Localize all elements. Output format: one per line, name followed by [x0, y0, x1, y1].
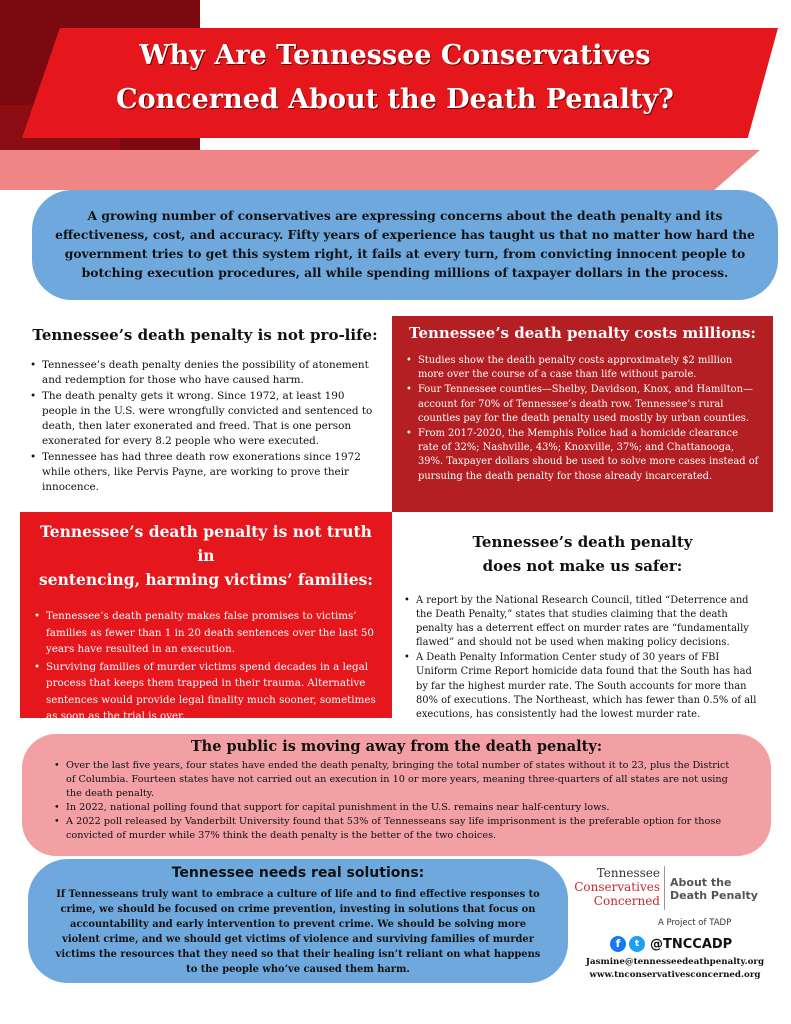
public-heading: The public is moving away from the death penalty:: [190, 738, 603, 755]
organization-logo-block: [570, 866, 780, 986]
logo-tagline-line-1: About the: [670, 876, 732, 889]
social-links: [610, 936, 732, 952]
safer-list: [402, 594, 763, 722]
truth-heading-line-1: Tennessee’s death penalty is not truth in: [40, 522, 372, 565]
truth-heading-line-2: sentencing, harming victims’ families:: [38, 570, 374, 589]
truth-list: [32, 608, 380, 725]
list-item: • Studies show the death penalty costs approximately $2 million more over the course of a case than life without parole.: [404, 354, 761, 382]
logo-wordmark: [570, 866, 660, 908]
public-section: [22, 734, 771, 856]
solutions-section: [28, 859, 568, 983]
logo-line-1: Tennessee: [596, 866, 660, 880]
header-pink-band: [0, 150, 760, 190]
list-item: • Tennessee has had three death row exonerations since 1972 while others, like Pervis Payne, are working to prove their innocence.: [28, 450, 382, 495]
list-item: • From 2017-2020, the Memphis Police had a homicide clearance rate of 32%; Nashville, 43%; Knoxville, 37%; and Chattanooga, 39%. Taxpayer dollars shoud be used to solve more cases instead of pursuing the death penalty for those already incarcerated.: [404, 427, 761, 484]
logo-line-3: Concerned: [593, 894, 660, 908]
solutions-heading: Tennessee needs real solutions:: [171, 865, 425, 881]
costs-section: [392, 316, 773, 512]
costs-list: [404, 354, 761, 484]
pro-life-list: [28, 358, 382, 495]
public-list: [52, 759, 741, 843]
list-item: • Four Tennessee counties—Shelby, Davidson, Knox, and Hamilton—account for 70% of Tennessee’s death row. Tennessee’s rural counties pay for the death penalty used mostly by urban counties.: [404, 383, 761, 426]
pro-life-section: [20, 316, 390, 506]
list-item: • In 2022, national polling found that support for capital punishment in the U.S. remains near half-century lows.: [52, 801, 741, 815]
safer-heading-line-1: Tennessee’s death penalty: [472, 533, 693, 551]
logo-line-2: Conservatives: [574, 880, 660, 894]
list-item: • Tennessee’s death penalty denies the possibility of atonement and redemption for those who have caused harm.: [28, 358, 382, 388]
safer-heading-line-2: does not make us safer:: [482, 557, 683, 575]
list-item: • Tennessee’s death penalty makes false promises to victims’ families as fewer than 1 in 20 death sentences over the last 50 years have resulted in an execution.: [32, 608, 380, 658]
facebook-icon[interactable]: f: [610, 936, 626, 952]
page-title: [60, 34, 730, 122]
truth-section: [20, 512, 392, 722]
title-line-1: Why Are Tennessee Conservatives: [139, 40, 651, 71]
list-item: • Surviving families of murder victims spend decades in a legal process that keeps them trapped in their trauma. Alternative sentences would provide legal finality much sooner, sometimes as soon as the trial is over.: [32, 659, 380, 725]
website-link[interactable]: www.tnconservativesconcerned.org: [589, 970, 761, 980]
intro-panel: [32, 190, 778, 300]
twitter-icon[interactable]: t: [629, 936, 645, 952]
list-item: • The death penalty gets it wrong. Since 1972, at least 190 people in the U.S. were wrongfully convicted and sentenced to death, then later exonerated and freed. That is one person exonerated for every 8.2 people who were executed.: [28, 389, 382, 449]
list-item: • Over the last five years, four states have ended the death penalty, bringing the total number of states without it to 23, plus the District of Columbia. Fourteen states have not carried out an execution in 10 or more years, meaning three-quarters of all states are not using the death penalty.: [52, 759, 741, 801]
safer-section: [392, 516, 773, 720]
list-item: • A Death Penalty Information Center study of 30 years of FBI Uniform Crime Report homicide data found that the South has had by far the highest murder rate. The South accounts for more than 80% of executions. The Northeast, which has fewer than 0.5% of all executions, has consistently had the lowest murder rate.: [402, 651, 763, 721]
contact-email[interactable]: Jasmine@tennesseedeathpenalty.org: [585, 957, 765, 967]
project-of-label: A Project of TADP: [658, 918, 732, 928]
logo-tagline: [670, 876, 758, 902]
logo-tagline-line-2: Death Penalty: [670, 889, 758, 902]
solutions-text: If Tennesseans truly want to embrace a culture of life and to find effective responses to crime, we should be focused on crime prevention, investing in solutions that focus on accountability and early intervention to prevent crime. We should be solving more violent crime, and we should get victims of violence and surviving families of murder victims the resources that they need so that their healing isn’t reliant on what happens to the people who’ve caused them harm.: [55, 889, 541, 975]
logo-divider: [664, 866, 665, 910]
costs-heading: Tennessee’s death penalty costs millions:: [409, 324, 756, 342]
title-line-2: Concerned About the Death Penalty?: [116, 84, 674, 115]
truth-heading: [32, 520, 380, 592]
safer-heading: [402, 530, 763, 578]
intro-text: A growing number of conservatives are expressing concerns about the death penalty and its effectiveness, cost, and accuracy. Fifty years of experience has taught us that no matter how hard the government tries to get this system right, it fails at every turn, from convicting innocent people to botching execution procedures, all while spending millions of taxpayer dollars in the process.: [55, 208, 755, 280]
pro-life-heading: Tennessee’s death penalty is not pro-life:: [32, 326, 378, 344]
list-item: • A report by the National Research Council, titled “Deterrence and the Death Penalty,” states that studies claiming that the death penalty has a deterrent effect on murder rates are “fundamentally flawed” and should not be used when making policy decisions.: [402, 594, 763, 650]
social-handle[interactable]: @TNCCADP: [650, 936, 733, 952]
list-item: • A 2022 poll released by Vanderbilt University found that 53% of Tennesseans say life imprisonment is the preferable option for those convicted of murder while 37% think the death penalty is the better of the two choices.: [52, 815, 741, 843]
